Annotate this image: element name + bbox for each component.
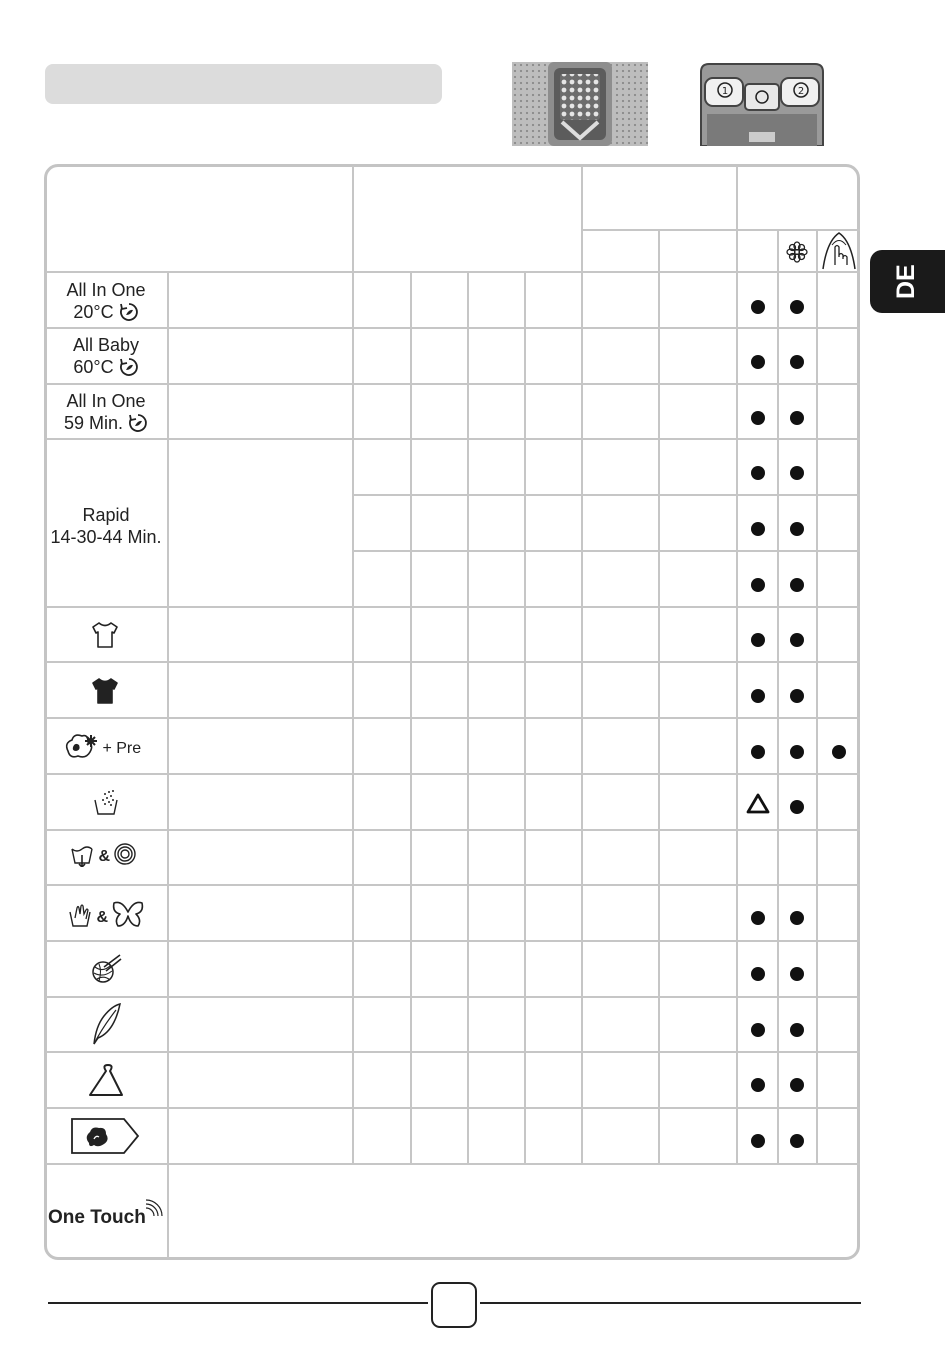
indicator-dot [790, 1078, 804, 1092]
indicator-dot [751, 1078, 765, 1092]
indicator-dot [790, 745, 804, 759]
program-line2: 20°C [73, 302, 114, 322]
spin-icon [114, 843, 136, 865]
indicator-dot [790, 967, 804, 981]
indicator-dot [790, 1134, 804, 1148]
indicator-dot [790, 578, 804, 592]
indicator-dot [751, 1134, 765, 1148]
language-tab-label: DE [892, 264, 920, 299]
program-line1: Rapid [82, 505, 130, 525]
program-label-all-in-one-20 [46, 279, 166, 323]
connector-text: & [98, 848, 111, 865]
program-line1: All Baby [72, 335, 140, 355]
program-label-all-in-one-59 [46, 390, 166, 434]
connector-text: & [96, 909, 109, 926]
indicator-dot [790, 689, 804, 703]
wireless-icon [144, 1198, 164, 1218]
feather-icon [90, 1002, 122, 1046]
indicator-dot [790, 911, 804, 925]
footer-rule-right [480, 1302, 861, 1304]
indicator-dot [790, 633, 804, 647]
eco-cycle-icon [119, 302, 139, 322]
indicator-dot [751, 633, 765, 647]
iron-hanger-icon [88, 1063, 124, 1097]
program-label-all-baby-60 [46, 334, 166, 378]
drain-spin-icon [70, 843, 94, 867]
drain-spin-label [70, 843, 136, 867]
program-label-rapid [46, 504, 166, 548]
indicator-dot [790, 1023, 804, 1037]
one-touch-text: One Touch [48, 1207, 146, 1228]
touch-finger-icon [821, 231, 857, 271]
program-line2: 59 Min. [63, 413, 123, 433]
eco-cycle-icon [128, 413, 148, 433]
wool-icon [90, 953, 122, 985]
indicator-dot [751, 355, 765, 369]
indicator-dot [751, 522, 765, 536]
indicator-dot [751, 411, 765, 425]
indicator-dot [790, 800, 804, 814]
prewash-suffix: + Pre [102, 740, 142, 757]
indicator-dot [751, 466, 765, 480]
indicator-dot [790, 355, 804, 369]
indicator-dot [790, 522, 804, 536]
butterfly-delicate-icon [112, 900, 144, 928]
indicator-dot [790, 300, 804, 314]
one-touch-label [48, 1207, 146, 1229]
indicator-dot [751, 967, 765, 981]
indicator-dot [751, 689, 765, 703]
svg-text:1: 1 [721, 86, 729, 97]
cotton-tag-icon [70, 1117, 140, 1155]
program-line2: 60°C [73, 357, 114, 377]
indicator-dot [790, 411, 804, 425]
indicator-dot [751, 300, 765, 314]
warning-triangle-icon [745, 792, 771, 814]
softener-flower-icon [785, 240, 809, 264]
program-line1: All In One [66, 391, 146, 411]
eco-cycle-icon [119, 357, 139, 377]
cotton-tshirt-icon [89, 619, 121, 651]
stain-prewash-icon [64, 731, 98, 761]
indicator-dot [751, 1023, 765, 1037]
colored-tshirt-icon [89, 675, 121, 707]
footer-rule-left [48, 1302, 428, 1304]
indicator-dot [832, 745, 846, 759]
handwash-icon [68, 902, 92, 928]
indicator-dot [751, 578, 765, 592]
program-line2: 14-30-44 Min. [50, 527, 162, 547]
program-line1: All In One [66, 280, 146, 300]
svg-text:2: 2 [797, 86, 805, 97]
indicator-dot [751, 911, 765, 925]
page-number-box [431, 1282, 477, 1328]
handwash-delicate-label [68, 900, 144, 928]
stain-prewash-label [64, 731, 141, 761]
indicator-dot [790, 466, 804, 480]
indicator-dot [751, 745, 765, 759]
rinse-icon [93, 788, 119, 816]
